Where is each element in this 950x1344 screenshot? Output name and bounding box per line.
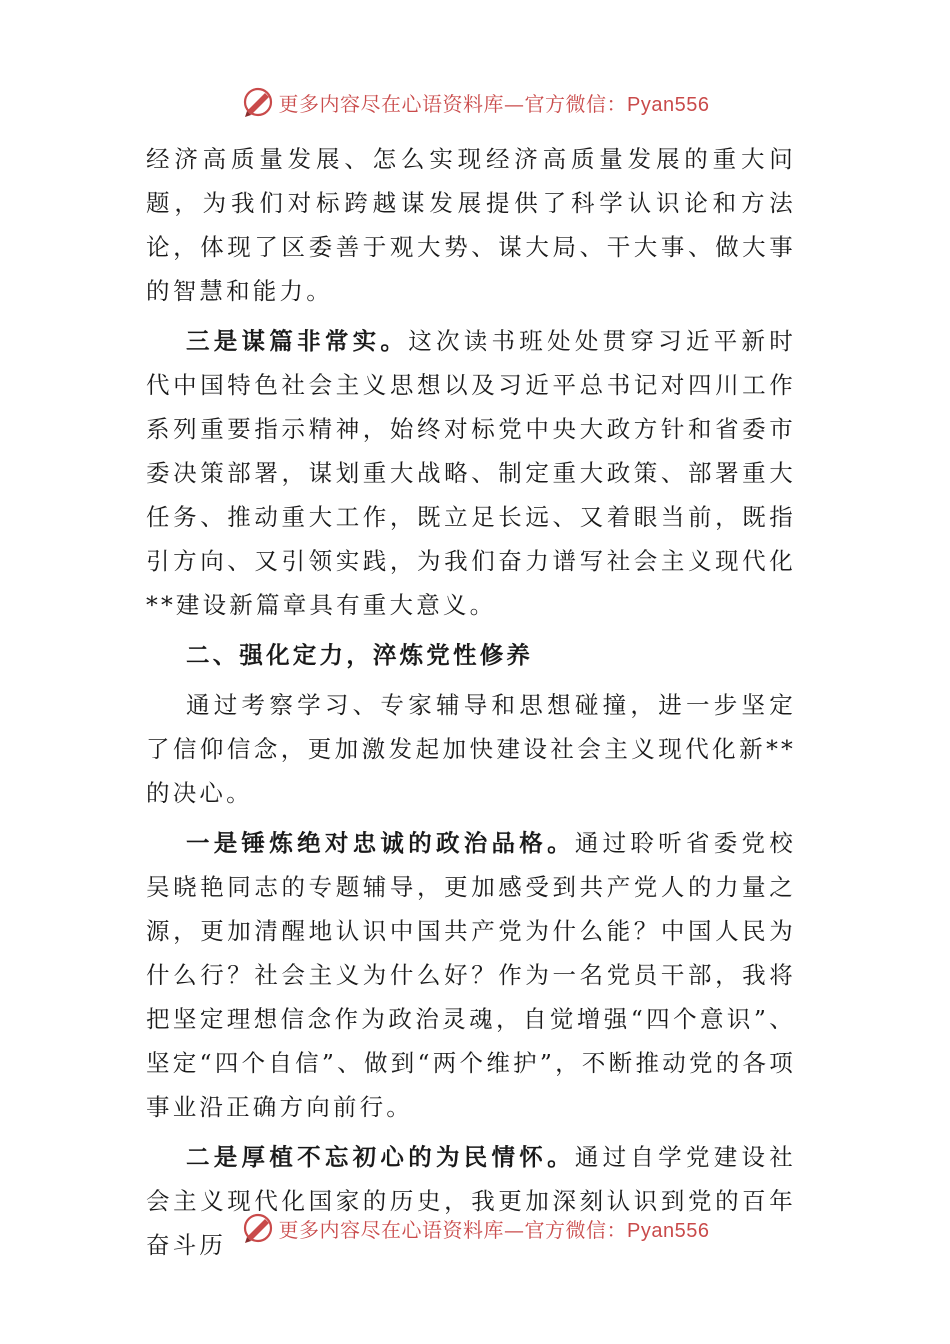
banner-wechat-label: 官方微信： xyxy=(524,91,628,116)
banner-wechat-label: 官方微信： xyxy=(524,1217,628,1242)
banner-wechat-id: Pyan556 xyxy=(627,93,710,116)
header-banner xyxy=(0,80,950,124)
paragraph-intro: 通过考察学习、专家辅导和思想碰撞，进一步坚定了信仰信念，更加激发起加快建设社会主义现代化新**的决心。 xyxy=(146,691,796,807)
pen-logo-icon xyxy=(241,85,275,119)
banner-site-text: 更多内容尽在心语资料库 xyxy=(278,1217,505,1242)
footer-banner xyxy=(0,1206,950,1250)
banner-text xyxy=(279,1214,710,1243)
banner-site-text: 更多内容尽在心语资料库 xyxy=(278,91,505,116)
section-heading: 二、强化定力，淬炼党性修养 xyxy=(186,641,534,669)
paragraph-lead-bold: 一是锤炼绝对忠诚的政治品格。 xyxy=(186,829,575,857)
banner-text xyxy=(279,88,710,117)
paragraph-body: 通过自学党建设社会主义现代化国家的历史，我更加深刻认识到党的百年奋斗历 xyxy=(146,1143,796,1259)
document-body xyxy=(146,137,796,1273)
paragraph-point-three xyxy=(146,319,796,627)
banner-wechat-id: Pyan556 xyxy=(627,1219,710,1242)
paragraph-point-one xyxy=(146,821,796,1129)
banner-separator: — xyxy=(504,91,525,116)
paragraph-body: 通过聆听省委党校吴晓艳同志的专题辅导，更加感受到共产党人的力量之源，更加清醒地认识中国共产党为什么能？中国人民为什么行？社会主义为什么好？作为一名党员干部，我将把坚定理想信念作为政治灵魂，自觉增强“四个意识”、坚定“四个自信”、做到“两个维护”，不断推动党的各项事业沿正确方向前行。 xyxy=(146,829,796,1121)
paragraph-continuation: 经济高质量发展、怎么实现经济高质量发展的重大问题，为我们对标跨越谋发展提供了科学认识论和方法论，体现了区委善于观大势、谋大局、干大事、做大事的智慧和能力。 xyxy=(146,145,796,305)
paragraph-lead-bold: 三是谋篇非常实。 xyxy=(186,327,409,355)
pen-logo-icon xyxy=(241,1211,275,1245)
banner-separator: — xyxy=(504,1217,525,1242)
paragraph-body: 这次读书班处处贯穿习近平新时代中国特色社会主义思想以及习近平总书记对四川工作系列重要指示精神，始终对标党中央大政方针和省委市委决策部署，谋划重大战略、制定重大政策、部署重大任务、推动重大工作，既立足长远、又着眼当前，既指引方向、又引领实践，为我们奋力谱写社会主义现代化**建设新篇章具有重大意义。 xyxy=(146,327,796,619)
paragraph-lead-bold: 二是厚植不忘初心的为民情怀。 xyxy=(186,1143,575,1171)
